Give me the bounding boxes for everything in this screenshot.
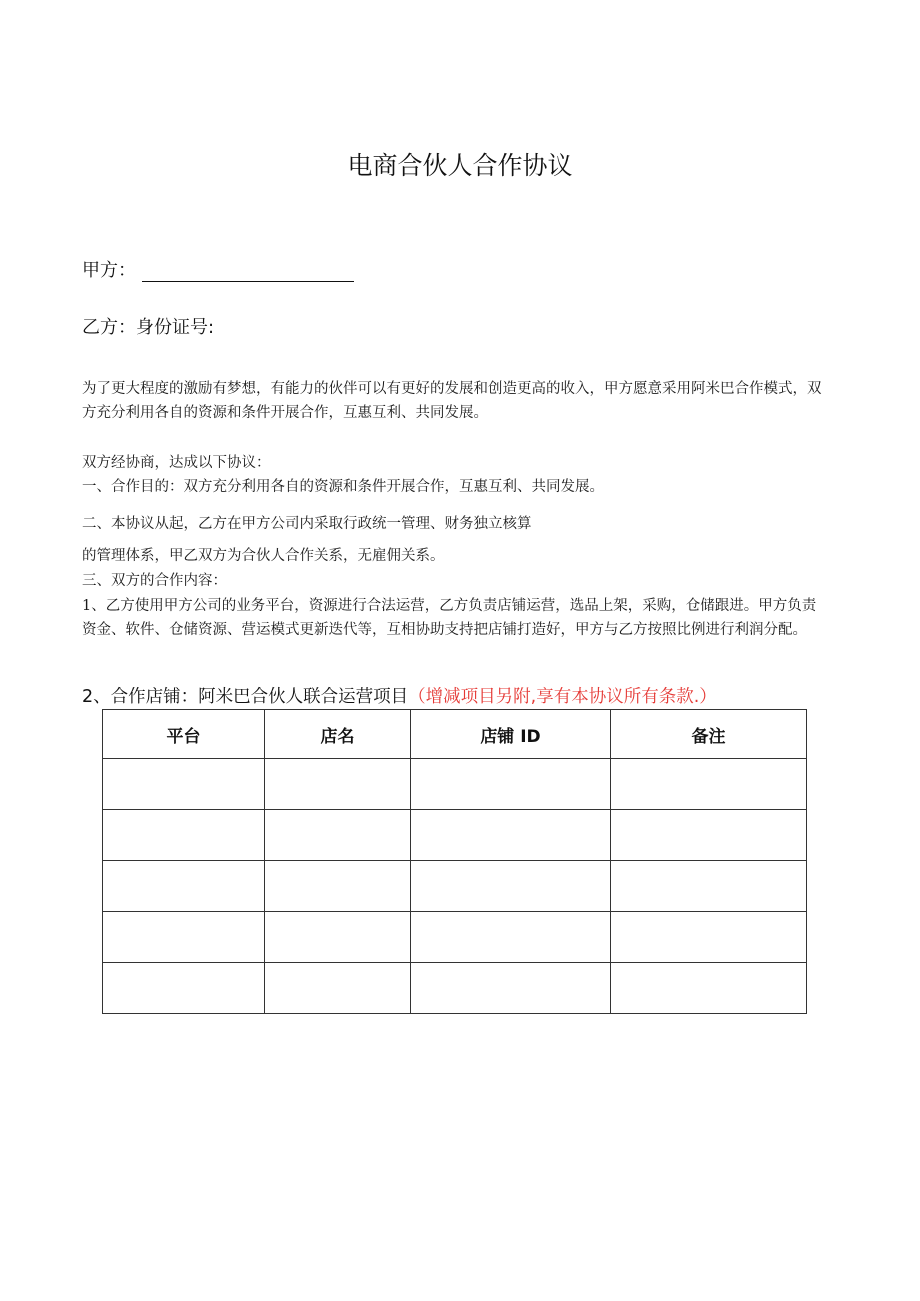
table-cell[interactable] — [611, 912, 807, 963]
document-title: 电商合伙人合作协议 — [347, 151, 573, 180]
intro-paragraph: 为了更大程度的激励有梦想，有能力的伙伴可以有更好的发展和创造更高的收入，甲方愿意采用阿米巴合作模式，双方充分利用各自的资源和条件开展合作，互惠互利、共同发展。 — [82, 381, 822, 421]
table-cell[interactable] — [265, 912, 411, 963]
table-row — [103, 912, 807, 963]
table-cell[interactable] — [265, 759, 411, 810]
table-row — [103, 963, 807, 1014]
table-cell[interactable] — [411, 861, 611, 912]
table-row — [103, 759, 807, 810]
table-row — [103, 861, 807, 912]
table-cell[interactable] — [103, 912, 265, 963]
table-cell[interactable] — [265, 861, 411, 912]
table-row — [103, 810, 807, 861]
table-cell[interactable] — [611, 759, 807, 810]
table-header-row — [103, 710, 807, 759]
table-cell[interactable] — [265, 963, 411, 1014]
party-a-row — [82, 256, 354, 282]
party-a-blank-field[interactable] — [142, 261, 354, 282]
table-cell[interactable] — [611, 810, 807, 861]
header-shop-id: 店铺 ID — [411, 710, 611, 759]
table-cell[interactable] — [103, 810, 265, 861]
clause-one: 一、合作目的：双方充分利用各自的资源和条件开展合作，互惠互利、共同发展。 — [82, 479, 604, 495]
table-cell[interactable] — [265, 810, 411, 861]
content-item-one: 1、乙方使用甲方公司的业务平台，资源进行合法运营，乙方负责店铺运营，选品上架，采购，仓储跟进。甲方负责资金、软件、仓储资源、营运模式更新迭代等，互相协助支持把店铺打造好，甲方与乙方按照比例进行利润分配。 — [82, 598, 817, 638]
shop-table — [102, 709, 807, 1014]
header-shop-name: 店名 — [265, 710, 411, 759]
clause-two-line1: 二、本协议从起，乙方在甲方公司内采取行政统一管理、财务独立核算 — [82, 516, 532, 532]
table-cell[interactable] — [411, 810, 611, 861]
party-a-label: 甲方： — [82, 260, 136, 281]
table-cell[interactable] — [103, 759, 265, 810]
party-b-label: 乙方：身份证号: — [82, 317, 215, 338]
table-cell[interactable] — [411, 759, 611, 810]
header-platform: 平台 — [103, 710, 265, 759]
clause-two-line2: 的管理体系，甲乙双方为合伙人合作关系，无雇佣关系。 — [82, 548, 445, 564]
section-two-heading — [82, 683, 717, 708]
table-cell[interactable] — [411, 963, 611, 1014]
header-remarks: 备注 — [611, 710, 807, 759]
section-two-note: （增减项目另附,享有本协议所有条款.） — [408, 687, 717, 707]
section-two-title: 2、合作店铺：阿米巴合伙人联合运营项目 — [82, 687, 409, 707]
table-cell[interactable] — [103, 963, 265, 1014]
table-cell[interactable] — [611, 861, 807, 912]
table-cell[interactable] — [411, 912, 611, 963]
agreement-lead: 双方经协商，达成以下协议： — [82, 455, 271, 471]
table-cell[interactable] — [611, 963, 807, 1014]
table-cell[interactable] — [103, 861, 265, 912]
clause-three: 三、双方的合作内容： — [82, 573, 227, 589]
